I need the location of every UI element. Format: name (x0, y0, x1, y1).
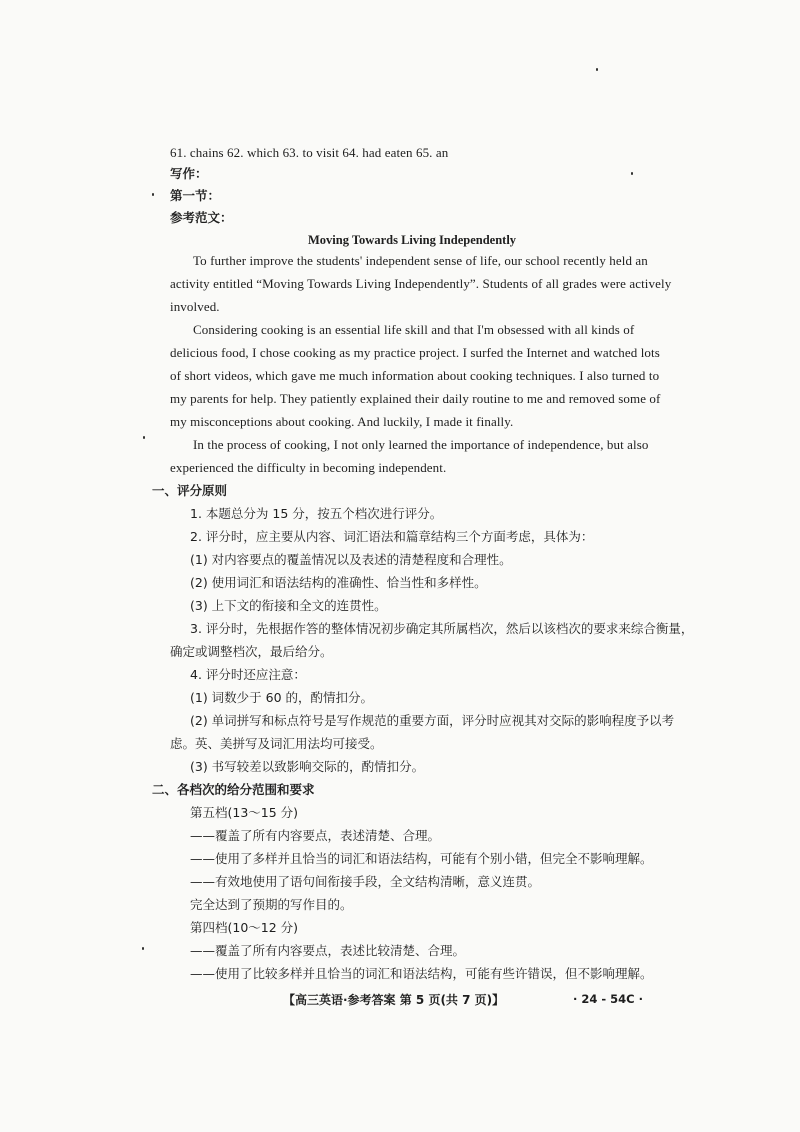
essay-p2-line: my misconceptions about cooking. And luckily, I made it finally. (170, 414, 514, 429)
essay-p2-line: Considering cooking is an essential life skill and that I'm obsessed with all kinds of (193, 322, 635, 337)
scan-speck (596, 68, 598, 71)
scan-speck (142, 947, 144, 950)
principle-item: (3) 书写较差以致影响交际的，酌情扣分。 (190, 759, 425, 774)
level-criterion: ——覆盖了所有内容要点，表述清楚、合理。 (190, 828, 441, 843)
essay-p1-line: To further improve the students' independent sense of life, our school recently held an (193, 253, 648, 268)
essay-p2-line: of short videos, which gave me much information about cooking techniques. I also turned to (170, 368, 660, 383)
essay-title: Moving Towards Living Independently (308, 233, 517, 247)
footer-code: · 24 - 54C · (573, 992, 643, 1006)
principle-item: 2. 评分时，应主要从内容、词汇语法和篇章结构三个方面考虑，具体为： (190, 529, 594, 544)
principle-item: 确定或调整档次，最后给分。 (170, 644, 333, 659)
principle-item: (2) 使用词汇和语法结构的准确性、恰当性和多样性。 (190, 575, 487, 590)
essay-p3-line: In the process of cooking, I not only learned the importance of independence, but also (193, 437, 649, 452)
principle-item: (1) 词数少于 60 的，酌情扣分。 (190, 690, 374, 705)
sample-label: 参考范文： (170, 210, 233, 225)
essay-p1-line: activity entitled “Moving Towards Living Independently”. Students of all grades were actively (170, 276, 672, 291)
level-criterion: ——使用了比较多样并且恰当的词汇和语法结构，可能有些许错误，但不影响理解。 (190, 966, 653, 981)
essay-p2-line: my parents for help. They patiently explained their daily routine to me and removed some of (170, 391, 661, 406)
scan-speck (631, 172, 633, 175)
scan-speck (152, 193, 154, 196)
section-label: 第一节： (170, 188, 221, 203)
principle-item: (1) 对内容要点的覆盖情况以及表述的清楚程度和合理性。 (190, 552, 512, 567)
level-criterion: ——使用了多样并且恰当的词汇和语法结构，可能有个别小错，但完全不影响理解。 (190, 851, 653, 866)
level-title: 第五档(13～15 分) (190, 805, 299, 820)
answers-61-65: 61. chains 62. which 63. to visit 64. had eaten 65. an (170, 145, 449, 160)
essay-p1-line: involved. (170, 299, 220, 314)
principle-item: (3) 上下文的衔接和全文的连贯性。 (190, 598, 387, 613)
principle-item: (2) 单词拼写和标点符号是写作规范的重要方面，评分时应视其对交际的影响程度予以考 (190, 713, 675, 728)
principle-item: 1. 本题总分为 15 分，按五个档次进行评分。 (190, 506, 443, 521)
principle-item: 3. 评分时，先根据作答的整体情况初步确定其所属档次，然后以该档次的要求来综合衡量， (190, 621, 694, 636)
principle-item: 4. 评分时还应注意： (190, 667, 306, 682)
footer-page-info: 【高三英语·参考答案 第 5 页(共 7 页)】 (283, 993, 505, 1007)
principle-item: 虑。英、美拼写及词汇用法均可接受。 (170, 736, 383, 751)
level-criterion: 完全达到了预期的写作目的。 (190, 897, 353, 912)
levels-heading: 二、各档次的给分范围和要求 (152, 782, 315, 797)
essay-p2-line: delicious food, I chose cooking as my practice project. I surfed the Internet and watched lots (170, 345, 660, 360)
essay-p3-line: experienced the difficulty in becoming independent. (170, 460, 447, 475)
writing-label: 写作： (170, 166, 208, 181)
level-title: 第四档(10～12 分) (190, 920, 299, 935)
principles-heading: 一、评分原则 (152, 483, 228, 498)
scan-speck (143, 436, 145, 439)
level-criterion: ——有效地使用了语句间衔接手段，全文结构清晰，意义连贯。 (190, 874, 541, 889)
level-criterion: ——覆盖了所有内容要点，表述比较清楚、合理。 (190, 943, 466, 958)
